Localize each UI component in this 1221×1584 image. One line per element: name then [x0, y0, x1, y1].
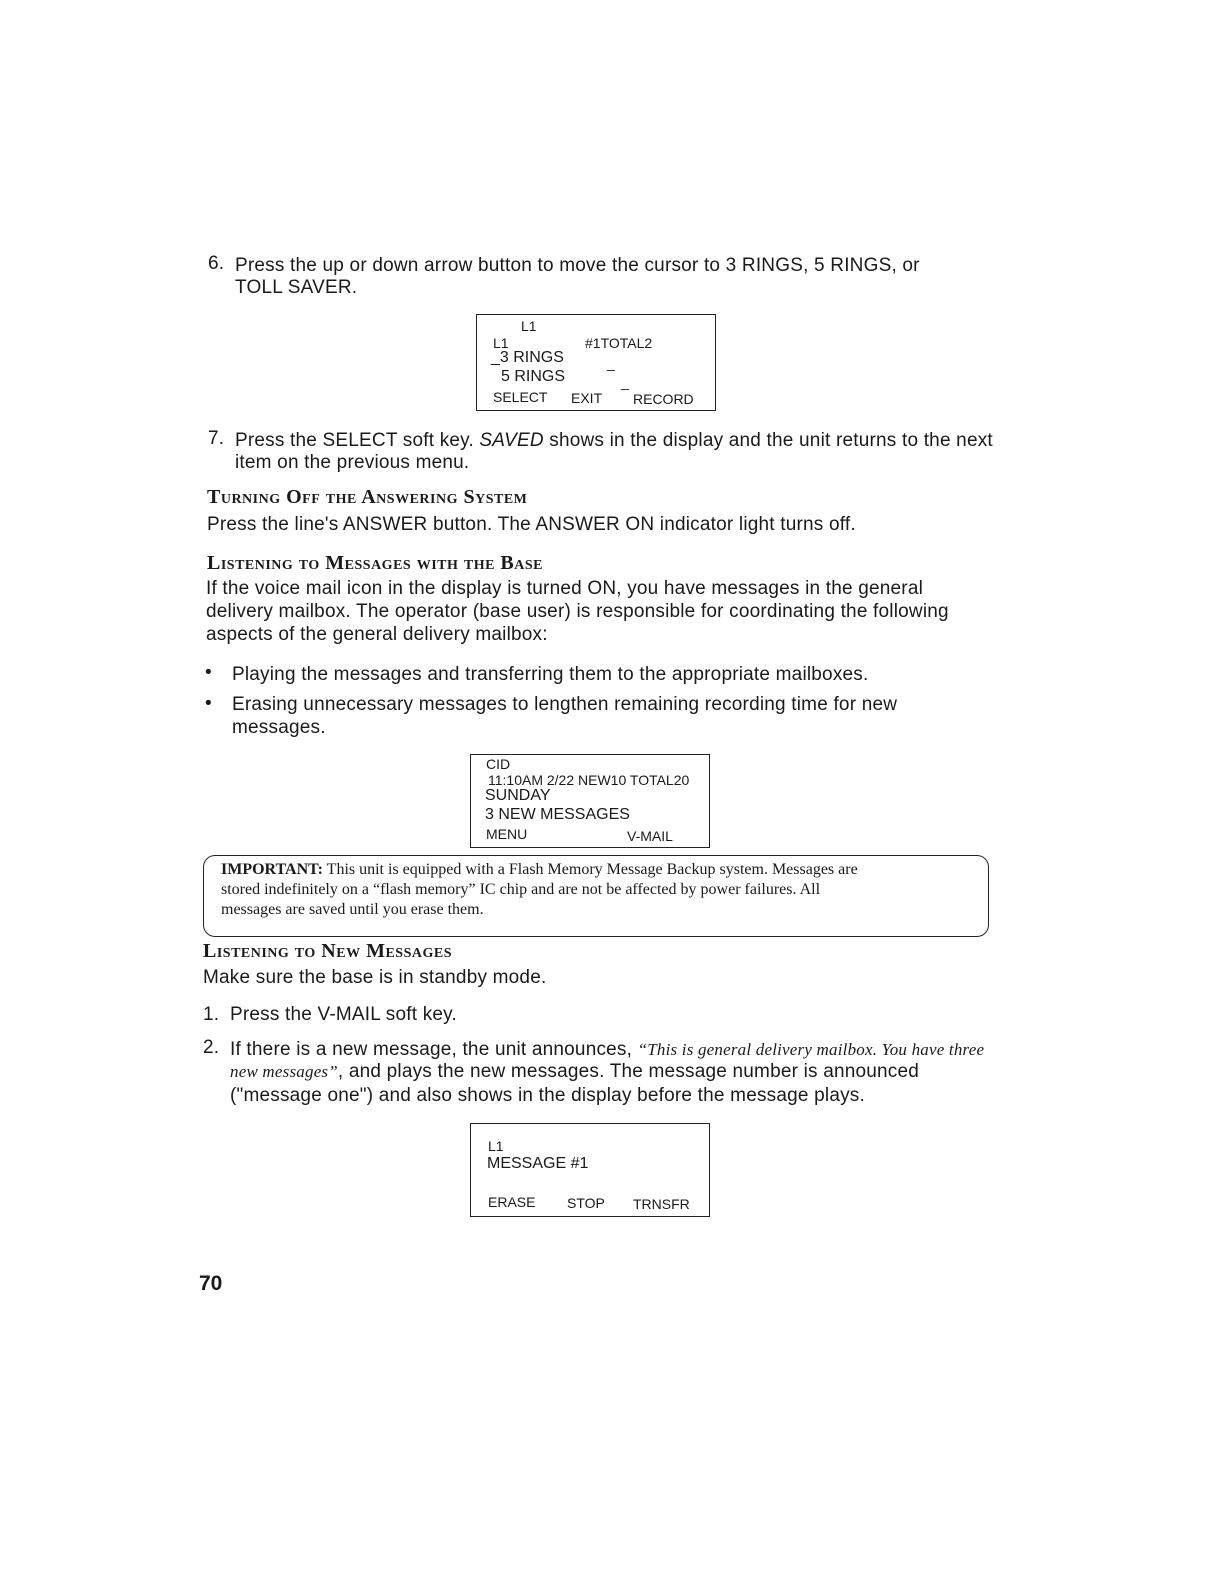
bullet-glyph: • [205, 662, 212, 683]
important-line2: stored indefinitely on a “flash memory” IC chip and are not be affected by power failures. All [221, 881, 821, 898]
lcd-row3: _3 RINGS [491, 349, 564, 366]
saved-word: SAVED [479, 430, 544, 451]
turning-off-text: Press the line's ANSWER button. The ANSWER ON indicator light turns off. [207, 514, 856, 535]
step-text-line3: ("message one") and also shows in the display before the message plays. [230, 1085, 865, 1106]
lcd-row3: SUNDAY [485, 787, 551, 804]
important-note [203, 855, 989, 937]
step-number: 7. [208, 428, 225, 449]
listening-base-line3: aspects of the general delivery mailbox: [206, 624, 548, 645]
soft-key-trnsfr: TRNSFR [633, 1196, 690, 1212]
lcd-row1: L1 [521, 318, 537, 334]
important-line3: messages are saved until you erase them. [221, 901, 484, 918]
heading-new-messages: Listening to New Messages [203, 940, 452, 962]
step-text: Press the V-MAIL soft key. [230, 1004, 457, 1025]
lcd-row4: 5 RINGS [501, 368, 566, 385]
bullet-item: Playing the messages and transferring them to the appropriate mailboxes. [232, 664, 869, 685]
step-text-line2: item on the previous menu. [235, 452, 470, 473]
listening-base-line1: If the voice mail icon in the display is turned ON, you have messages in the general [206, 578, 924, 599]
step-text-line1 [235, 430, 993, 452]
lcd-display-rings [476, 314, 716, 411]
soft-key-vmail: V-MAIL [627, 828, 673, 844]
step-text-line1 [230, 1039, 984, 1061]
lcd-row4: 3 NEW MESSAGES [485, 806, 630, 823]
step-number: 1. [203, 1004, 220, 1025]
step-7 [208, 428, 993, 474]
step-text: shows in the display and the unit returns to the next [543, 430, 993, 451]
lcd-row2-right: #1TOTAL2 [585, 335, 653, 351]
step-text-line2 [230, 1061, 919, 1083]
step-number: 6. [208, 253, 225, 274]
heading-listening-base: Listening to Messages with the Base [207, 552, 544, 574]
bullet-item-line2: messages. [232, 717, 326, 738]
soft-key-record: RECORD [633, 391, 694, 407]
listening-base-line2: delivery mailbox. The operator (base user) is responsible for coordinating the following [206, 601, 949, 622]
step-text-line2: TOLL SAVER. [235, 277, 358, 298]
lcd-cursor-mark: _ [607, 355, 615, 371]
step-text-line1: Press the up or down arrow button to move the cursor to 3 RINGS, 5 RINGS, or [235, 255, 920, 276]
important-text: This unit is equipped with a Flash Memory Message Backup system. Messages are [322, 861, 858, 878]
soft-key-menu: MENU [486, 826, 528, 842]
new-messages-step-2 [203, 1037, 993, 1109]
bullet-item: Erasing unnecessary messages to lengthen remaining recording time for new [232, 694, 898, 715]
lcd-row1: L1 [488, 1138, 504, 1154]
step-number: 2. [203, 1037, 220, 1058]
soft-key-erase: ERASE [488, 1194, 536, 1210]
important-label: IMPORTANT: [221, 861, 323, 878]
soft-key-stop: STOP [567, 1195, 605, 1211]
lcd-display-message [470, 1123, 710, 1217]
step-text: , and plays the new messages. The message number is announced [337, 1061, 920, 1082]
lcd-cursor-mark: _ [621, 374, 629, 390]
lcd-row2: MESSAGE #1 [487, 1155, 589, 1172]
step-6 [208, 253, 988, 299]
soft-key-exit: EXIT [571, 390, 603, 406]
page-number: 70 [199, 1272, 223, 1295]
heading-turning-off: Turning Off the Answering System [207, 486, 528, 508]
new-messages-step-1 [203, 1004, 983, 1028]
announcement-quote: “This is general delivery mailbox. You have three [637, 1040, 985, 1059]
soft-key-select: SELECT [493, 389, 548, 405]
announcement-quote: new messages” [230, 1062, 338, 1081]
important-line1 [221, 860, 981, 880]
step-text: If there is a new message, the unit announces, [230, 1039, 638, 1060]
step-text: Press the SELECT soft key. [235, 430, 480, 451]
lcd-display-cid [470, 754, 710, 848]
new-messages-intro: Make sure the base is in standby mode. [203, 967, 547, 988]
lcd-row2-left: L1 [493, 335, 509, 351]
lcd-row2: 11:10AM 2/22 NEW10 TOTAL20 [488, 772, 690, 788]
lcd-row1: CID [486, 756, 511, 772]
bullet-glyph: • [205, 693, 212, 714]
